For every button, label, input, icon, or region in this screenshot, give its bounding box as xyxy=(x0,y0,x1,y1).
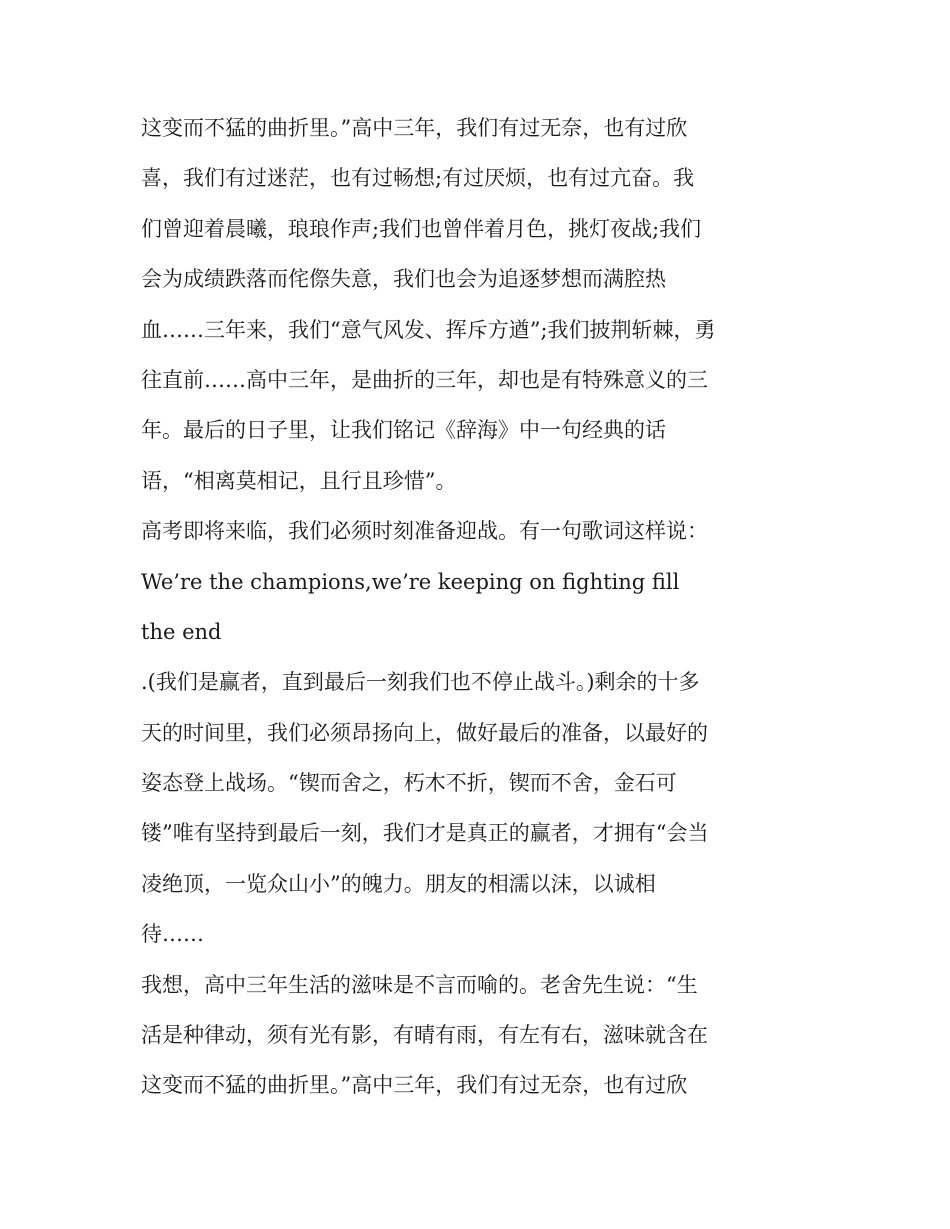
text-line: 高考即将来临，我们必须时刻准备迎战。有一句歌词这样说： xyxy=(141,519,708,544)
text-line: 血……三年来，我们“意气风发、挥斥方遒”;我们披荆斩棘，勇 xyxy=(141,317,716,342)
text-line: .(我们是赢者，直到最后一刻我们也不停止战斗。)剩余的十多 xyxy=(141,670,700,695)
text-line: 凌绝顶，一览众山小”的魄力。朋友的相濡以沫，以诚相 xyxy=(141,871,656,896)
text-line: 往直前……高中三年，是曲折的三年，却也是有特殊意义的三 xyxy=(141,367,708,392)
text-line: the end xyxy=(141,619,222,644)
essay-text xyxy=(141,109,821,1117)
text-line: 这变而不猛的曲折里。”高中三年，我们有过无奈，也有过欣 xyxy=(141,116,688,140)
text-line: 这变而不猛的曲折里。”高中三年，我们有过无奈，也有过欣 xyxy=(141,1073,688,1098)
text-line: 年。最后的日子里，让我们铭记《辞海》中一句经典的话 xyxy=(141,418,666,443)
text-line: We’re the champions,we’re keeping on fighting fill xyxy=(141,569,680,594)
text-line: 们曾迎着晨曦，琅琅作声;我们也曾伴着月色，挑灯夜战;我们 xyxy=(141,216,702,241)
text-line: 活是种律动，须有光有影，有晴有雨，有左有右，滋味就含在 xyxy=(141,1023,708,1048)
text-line: 我想，高中三年生活的滋味是不言而喻的。老舍先生说：“生 xyxy=(141,972,698,997)
text-line: 镂”唯有坚持到最后一刻，我们才是真正的赢者，才拥有“会当 xyxy=(141,821,709,846)
text-line: 待…… xyxy=(141,922,204,947)
text-line: 会为成绩跌落而侘傺失意，我们也会为追逐梦想而满腔热 xyxy=(141,267,666,292)
text-line: 姿态登上战场。“锲而舍之，朽木不折，锲而不舍，金石可 xyxy=(141,771,677,796)
text-line: 天的时间里，我们必须昂扬向上，做好最后的准备，以最好的 xyxy=(141,720,708,745)
text-line: 语，“相离莫相记，且行且珍惜”。 xyxy=(141,468,457,493)
text-line: 喜，我们有过迷茫，也有过畅想;有过厌烦，也有过亢奋。我 xyxy=(141,166,695,191)
